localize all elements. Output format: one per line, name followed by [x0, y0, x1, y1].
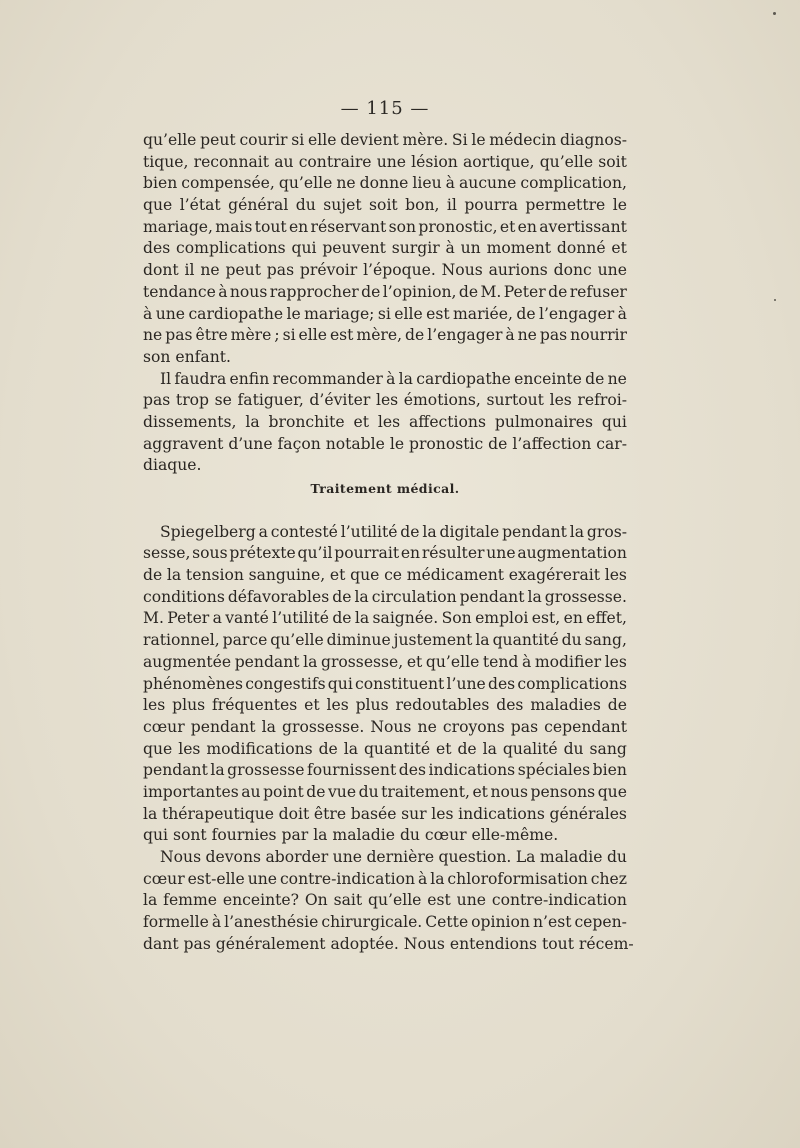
text-line: dont il ne peut pas prévoir l’époque. Nous aurions donc une [143, 261, 627, 280]
text-line: tendance à nous rapprocher de l’opinion, de M. Peter de refuser [143, 282, 627, 301]
text-line: cœur pendant la grossesse. Nous ne croyons pas cependant [143, 717, 627, 736]
text-line: cœur est-elle une contre-indication à la chloroformisation chez [143, 869, 627, 888]
text-line: rationnel, parce qu’elle diminue justement la quantité du sang, [143, 631, 627, 650]
text-line: à une cardiopathe le mariage; si elle est mariée, de l’engager à [143, 304, 627, 323]
paper-speck [773, 12, 776, 15]
text-line: que les modifications de la quantité et de la qualité du sang [143, 739, 627, 758]
text-line: que l’état général du sujet soit bon, il pourra permettre le [143, 196, 627, 215]
text-line: dissements, la bronchite et les affections pulmonaires qui [143, 412, 627, 431]
text-line: pas trop se fatiguer, d’éviter les émotions, surtout les refroi- [143, 391, 627, 410]
text-line: son enfant. [143, 347, 231, 366]
text-line: bien compensée, qu’elle ne donne lieu à aucune complication, [143, 174, 627, 193]
text-line: qui sont fournies par la maladie du cœur elle-même. [143, 826, 559, 845]
text-line: tique, reconnait au contraire une lésion aortique, qu’elle soit [143, 152, 627, 171]
text-line: conditions défavorables de la circulation pendant la grossesse. [143, 587, 627, 606]
text-line: la thérapeutique doit être basée sur les indications générales [143, 804, 627, 823]
paper-speck [774, 299, 776, 301]
text-line: des complications qui peuvent surgir à un moment donné et [143, 239, 627, 258]
text-line: Spiegelberg a contesté l’utilité de la digitale pendant la gros- [160, 522, 627, 541]
text-line: augmentée pendant la grossesse, et qu’elle tend à modifier les [143, 652, 627, 671]
paragraph [143, 522, 627, 847]
text-line: sesse, sous prétexte qu’il pourrait en résulter une augmentation [143, 544, 627, 563]
page-number: — 115 — [340, 98, 430, 119]
text-line: M. Peter a vanté l’utilité de la saignée. Son emploi est, en effet, [143, 609, 627, 628]
text-line: mariage, mais tout en réservant son pronostic, et en avertissant [143, 217, 627, 236]
text-line: formelle à l’anesthésie chirurgicale. Cette opinion n’est cepen- [143, 913, 627, 932]
text-line: importantes au point de vue du traitement, et nous pensons que [143, 782, 627, 801]
text-line: phénomènes congestifs qui constituent l’une des complications [143, 674, 627, 693]
text-line: la femme enceinte? On sait qu’elle est une contre-indication [143, 891, 627, 910]
paragraph [143, 130, 627, 369]
text-line: Il faudra enfin recommander à la cardiopathe enceinte de ne [160, 369, 627, 388]
text-line: ne pas être mère ; si elle est mère, de l’engager à ne pas nourrir [143, 326, 627, 345]
text-line: diaque. [143, 456, 202, 475]
text-line: qu’elle peut courir si elle devient mère. Si le médecin diagnos- [143, 131, 627, 149]
section-heading: Traitement médical. [310, 481, 460, 496]
text-line: aggravent d’une façon notable le pronostic de l’affection car- [143, 434, 627, 453]
text-line: les plus fréquentes et les plus redoutables des maladies de [143, 696, 627, 715]
text-line: dant pas généralement adoptée. Nous entendions tout récem- [143, 934, 634, 953]
paragraph [143, 847, 634, 955]
text-line: Nous devons aborder une dernière question. La maladie du [160, 848, 627, 866]
text-line: pendant la grossesse fournissent des indications spéciales bien [143, 761, 627, 780]
paragraph [143, 369, 627, 477]
body-text [143, 130, 634, 955]
text-line: de la tension sanguine, et que ce médicament exagérerait les [143, 566, 627, 585]
